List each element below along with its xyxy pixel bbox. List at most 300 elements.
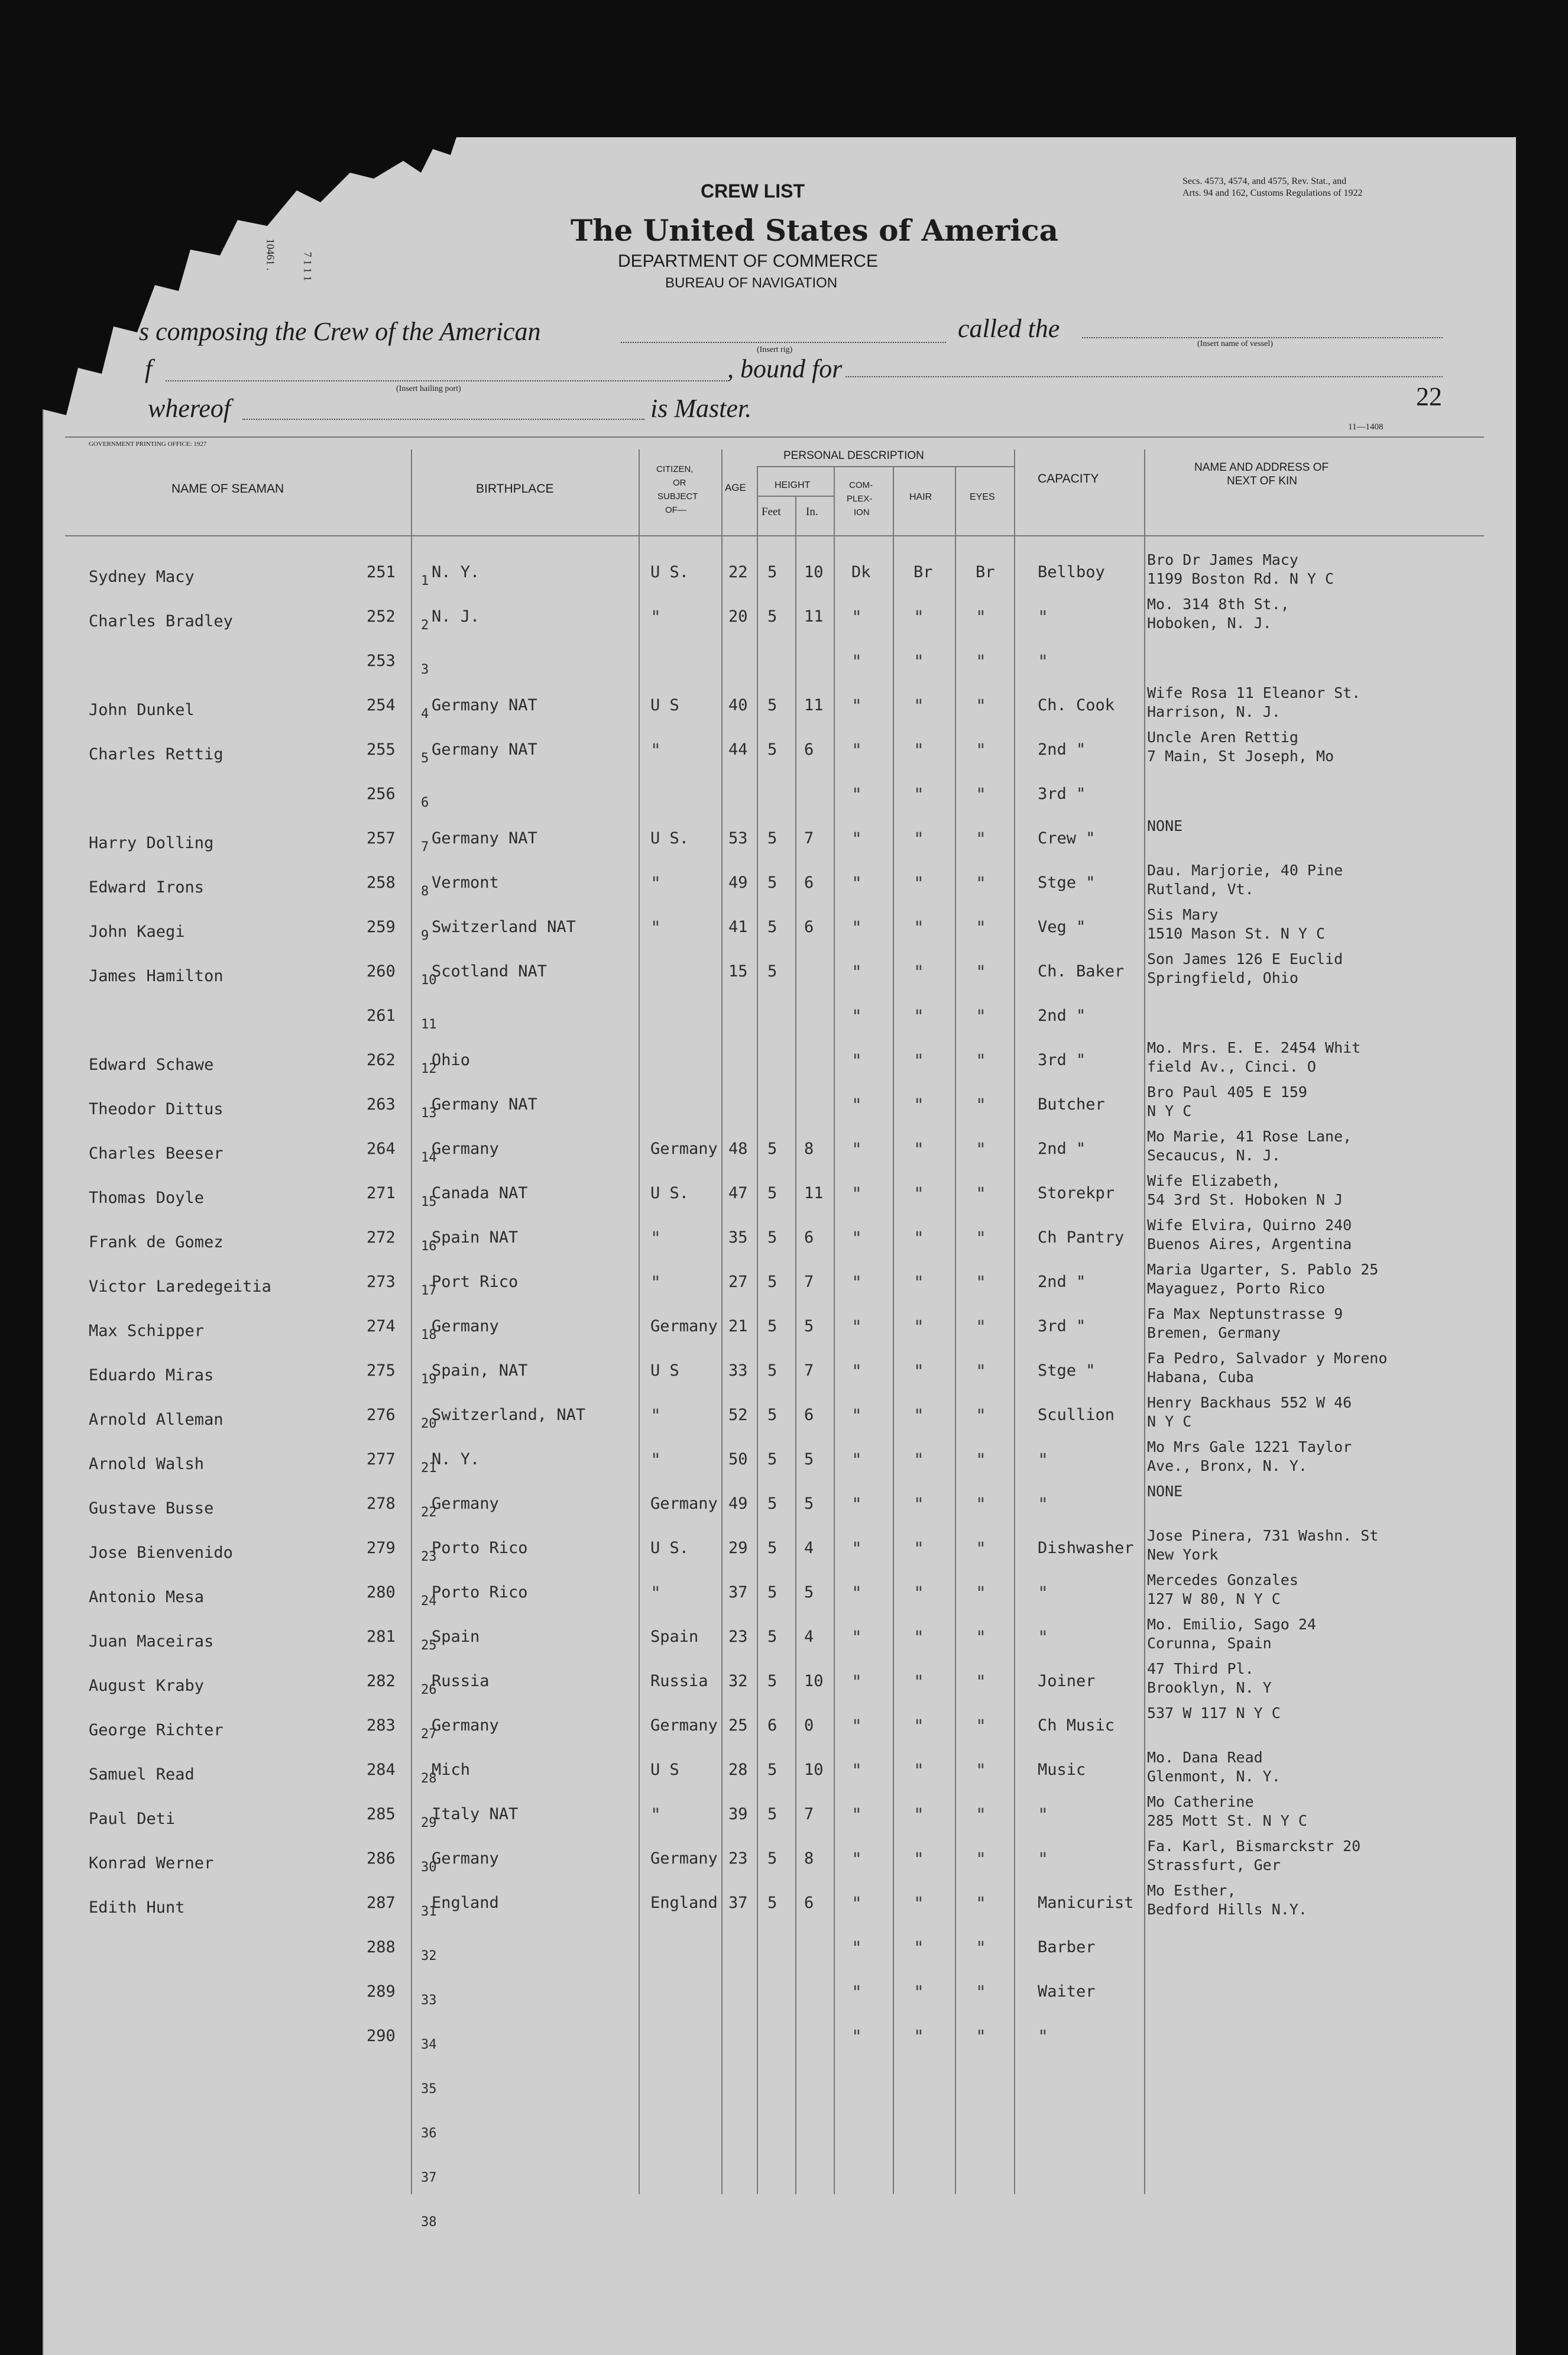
next-of-kin-line: Mo Catherine [1147, 1793, 1254, 1810]
age: 44 [728, 740, 748, 759]
hair: " [913, 1583, 925, 1604]
birthplace: Porto Rico [432, 1539, 528, 1557]
age: 23 [728, 1849, 748, 1868]
line-number: 15 [421, 1195, 437, 1209]
complexion: " [851, 1450, 863, 1471]
age: 49 [728, 1494, 748, 1513]
seaman-name: Jose Bienvenido [89, 1544, 233, 1562]
eyes: " [976, 1273, 987, 1293]
height-inches: 5 [804, 1583, 814, 1602]
eyes: Br [976, 563, 995, 581]
next-of-kin-line: Strassfurt, Ger [1147, 1856, 1281, 1874]
height-feet: 5 [767, 1494, 777, 1513]
age: 25 [728, 1716, 748, 1735]
seaman-name: George Richter [89, 1721, 223, 1739]
line-number: 19 [421, 1372, 437, 1387]
height-inches: 11 [804, 696, 824, 714]
height-inches: 5 [804, 1494, 814, 1513]
eyes: " [976, 740, 987, 761]
line-number: 20 [421, 1416, 437, 1431]
next-of-kin-line: Bedford Hills N.Y. [1147, 1901, 1307, 1918]
line-number: 27 [421, 1727, 437, 1742]
next-of-kin-line: Fa. Karl, Bismarckstr 20 [1147, 1838, 1361, 1855]
col-birthplace: BIRTHPLACE [476, 482, 554, 496]
eyes: " [976, 1761, 987, 1781]
bureau-heading: BUREAU OF NAVIGATION [665, 275, 838, 291]
next-of-kin-line: Wife Elizabeth, [1147, 1172, 1281, 1189]
height-feet: 5 [767, 1406, 777, 1424]
line-number: 17 [421, 1283, 437, 1298]
capacity: Butcher [1038, 1095, 1105, 1114]
seaman-name: Charles Bradley [89, 612, 233, 630]
capacity: 2nd " [1038, 1007, 1086, 1025]
age: 37 [728, 1583, 748, 1602]
complexion: " [851, 1228, 863, 1249]
next-of-kin-line: Mo Mrs Gale 1221 Taylor [1147, 1438, 1352, 1455]
birthplace: Russia [432, 1672, 490, 1690]
height-feet: 5 [767, 1849, 777, 1868]
capacity: Scullion [1038, 1406, 1115, 1424]
next-of-kin-line: Dau. Marjorie, 40 Pine [1147, 862, 1343, 879]
seaman-name: Frank de Gomez [89, 1233, 223, 1251]
next-of-kin-line: Uncle Aren Rettig [1147, 729, 1298, 746]
vessel-field[interactable] [1082, 337, 1443, 338]
next-of-kin-line: Corunna, Spain [1147, 1635, 1272, 1652]
birthplace: N. Y. [432, 563, 480, 581]
capacity: Stge " [1038, 874, 1096, 892]
capacity: Joiner [1038, 1672, 1096, 1690]
citizenship: U S. [650, 1184, 689, 1202]
birthplace: Vermont [432, 874, 499, 892]
crew-number: 275 [367, 1361, 396, 1380]
crew-number: 286 [367, 1849, 396, 1868]
complexion: " [851, 1095, 863, 1116]
height-inches: 6 [804, 740, 814, 759]
citizenship: " [650, 1406, 662, 1426]
next-of-kin-line: 54 3rd St. Hoboken N J [1147, 1191, 1343, 1208]
line-number: 36 [421, 2126, 437, 2141]
eyes: " [976, 1494, 987, 1515]
hair: " [913, 874, 925, 894]
hair: " [913, 1273, 925, 1293]
next-of-kin-line: Mo. Mrs. E. E. 2454 Whit [1147, 1039, 1361, 1056]
form-number: 11—1408 [1348, 422, 1384, 432]
age: 20 [728, 607, 748, 626]
line-number: 31 [421, 1904, 437, 1919]
seaman-name: Harry Dolling [89, 834, 214, 852]
hair: " [913, 1494, 925, 1515]
eyes: " [976, 1894, 987, 1914]
citizenship: U S. [650, 1539, 689, 1557]
citizenship: U S [650, 1361, 679, 1380]
next-of-kin-line: Henry Backhaus 552 W 46 [1147, 1394, 1352, 1411]
hair: " [913, 1317, 925, 1338]
age: 39 [728, 1805, 748, 1823]
height-feet: 5 [767, 962, 777, 981]
height-inches: 4 [804, 1628, 814, 1646]
hair: " [913, 1938, 925, 1959]
bound-for-label: , bound for [727, 354, 843, 383]
crew-number: 283 [367, 1716, 396, 1735]
height-feet: 5 [767, 918, 777, 936]
col-complexion-2: PLEX- [847, 494, 873, 504]
age: 35 [728, 1228, 748, 1247]
height-inches: 8 [804, 1849, 814, 1868]
hair: " [913, 2027, 925, 2047]
citizenship: Spain [650, 1628, 699, 1646]
line-number: 2 [421, 618, 429, 633]
eyes: " [976, 1051, 987, 1072]
torn-corner [43, 137, 456, 445]
age: 23 [728, 1628, 748, 1646]
hair: " [913, 607, 925, 628]
complexion: " [851, 1938, 863, 1959]
height-feet: 5 [767, 563, 777, 581]
line-number: 33 [421, 1993, 437, 2008]
hair: " [913, 962, 925, 983]
next-of-kin-line: Mo. Dana Read [1147, 1749, 1263, 1766]
hair: " [913, 1628, 925, 1648]
line-number: 4 [421, 707, 429, 722]
line-number: 23 [421, 1549, 437, 1564]
height-inches: 11 [804, 1184, 824, 1202]
next-of-kin-line: Bro Dr James Macy [1147, 551, 1298, 568]
hair: " [913, 1184, 925, 1205]
next-of-kin-line: Mo Esther, [1147, 1882, 1236, 1899]
crew-number: 257 [367, 829, 396, 847]
capacity: " [1038, 1805, 1049, 1826]
next-of-kin-line: Mo Marie, 41 Rose Lane, [1147, 1128, 1352, 1145]
capacity: Veg " [1038, 918, 1086, 936]
crew-number: 281 [367, 1628, 396, 1646]
line-number: 5 [421, 751, 429, 766]
height-feet: 5 [767, 1761, 777, 1779]
complexion: " [851, 1007, 863, 1027]
rule-7 [893, 467, 894, 2194]
birthplace: N. Y. [432, 1450, 480, 1468]
hair: " [913, 1228, 925, 1249]
line-number: 25 [421, 1638, 437, 1653]
citizenship: Russia [650, 1672, 708, 1690]
height-feet: 5 [767, 696, 777, 714]
eyes: " [976, 1716, 987, 1737]
capacity: " [1038, 1450, 1049, 1471]
crew-line-label: s composing the Crew of the American [139, 317, 541, 346]
of-label: f [145, 354, 153, 383]
age: 40 [728, 696, 748, 714]
height-rule [757, 496, 834, 497]
hailing-port-field[interactable] [166, 380, 727, 381]
age: 47 [728, 1184, 748, 1202]
height-feet: 5 [767, 1228, 777, 1247]
line-number: 29 [421, 1816, 437, 1830]
complexion: " [851, 1982, 863, 2003]
rule-2 [639, 449, 640, 2194]
crew-number: 280 [367, 1583, 396, 1602]
citizenship: Germany [650, 1494, 718, 1513]
master-field[interactable] [242, 419, 644, 420]
line-number: 38 [421, 2215, 437, 2230]
rule-3 [721, 449, 723, 2194]
line-number: 30 [421, 1860, 437, 1875]
age: 53 [728, 829, 748, 847]
line-number: 34 [421, 2037, 437, 2052]
hair: " [913, 740, 925, 761]
height-inches: 7 [804, 1361, 814, 1380]
birthplace: Germany NAT [432, 740, 537, 759]
line-number: 21 [421, 1461, 437, 1476]
birthplace: Italy NAT [432, 1805, 519, 1823]
line-number: 28 [421, 1771, 437, 1786]
is-master-label: is Master. [650, 394, 752, 423]
capacity: Stge " [1038, 1361, 1096, 1380]
crew-number: 264 [367, 1140, 396, 1158]
col-age: AGE [725, 482, 746, 493]
height-feet: 6 [767, 1716, 777, 1735]
height-inches: 7 [804, 1805, 814, 1823]
age: 22 [728, 563, 748, 581]
hair: " [913, 829, 925, 850]
citizenship: " [650, 1450, 662, 1471]
complexion: " [851, 1539, 863, 1560]
eyes: " [976, 1406, 987, 1426]
hair: " [913, 1539, 925, 1560]
birthplace: Germany [432, 1317, 499, 1335]
height-inches: 10 [804, 563, 824, 581]
page-number: 22 [1416, 382, 1442, 411]
citizenship: " [650, 918, 662, 939]
complexion: " [851, 1273, 863, 1293]
height-feet: 5 [767, 1140, 777, 1158]
crew-number: 277 [367, 1450, 396, 1468]
hair: " [913, 1849, 925, 1870]
whereof-label: whereof [148, 394, 231, 423]
height-feet: 5 [767, 607, 777, 626]
line-number: 32 [421, 1949, 437, 1963]
next-of-kin-line: Maria Ugarter, S. Pablo 25 [1147, 1261, 1379, 1278]
height-inches: 11 [804, 607, 824, 626]
table-top-rule [65, 436, 1484, 438]
next-of-kin-line: Bro Paul 405 E 159 [1147, 1083, 1307, 1101]
complexion: " [851, 1805, 863, 1826]
hair: " [913, 785, 925, 806]
next-of-kin-line: Buenos Aires, Argentina [1147, 1235, 1352, 1253]
capacity: Waiter [1038, 1982, 1096, 2001]
height-feet: 5 [767, 1184, 777, 1202]
capacity: Music [1038, 1761, 1086, 1779]
next-of-kin-line: Brooklyn, N. Y [1147, 1679, 1272, 1696]
crew-number: 271 [367, 1184, 396, 1202]
col-kin-1: NAME AND ADDRESS OF [1194, 461, 1329, 474]
eyes: " [976, 785, 987, 806]
next-of-kin-line: 285 Mott St. N Y C [1147, 1812, 1307, 1829]
line-number: 6 [421, 795, 429, 810]
seaman-name: Juan Maceiras [89, 1632, 214, 1651]
eyes: " [976, 2027, 987, 2047]
line-number: 10 [421, 973, 437, 988]
eyes: " [976, 696, 987, 717]
crew-number: 282 [367, 1672, 396, 1690]
citizenship: Germany [650, 1716, 718, 1735]
line-number: 7 [421, 840, 429, 855]
complexion: " [851, 740, 863, 761]
height-feet: 5 [767, 1628, 777, 1646]
birthplace: Porto Rico [432, 1583, 528, 1602]
seaman-name: Antonio Mesa [89, 1588, 205, 1606]
height-inches: 5 [804, 1450, 814, 1468]
height-inches: 0 [804, 1716, 814, 1735]
rule-10 [1144, 449, 1145, 2194]
seaman-name: Theodor Dittus [89, 1100, 223, 1118]
seaman-name: John Kaegi [89, 923, 185, 941]
complexion: " [851, 829, 863, 850]
height-inches: 10 [804, 1761, 824, 1779]
age: 50 [728, 1450, 748, 1468]
seaman-name: Charles Rettig [89, 745, 223, 764]
height-inches: 6 [804, 1406, 814, 1424]
line-number: 8 [421, 884, 429, 899]
capacity: Ch. Cook [1038, 696, 1115, 714]
age: 33 [728, 1361, 748, 1380]
seaman-name: Edward Schawe [89, 1056, 214, 1074]
next-of-kin-line: Harrison, N. J. [1147, 703, 1281, 720]
crew-number: 252 [367, 607, 396, 626]
seaman-name: Victor Laredegeitia [89, 1277, 271, 1296]
birthplace: Scotland NAT [432, 962, 547, 981]
next-of-kin-line: Sis Mary [1147, 906, 1219, 923]
crew-number: 285 [367, 1805, 396, 1823]
statute-note-2: Arts. 94 and 162, Customs Regulations of 1922 [1183, 188, 1363, 198]
birthplace: Germany [432, 1716, 499, 1735]
capacity: Dishwasher [1038, 1539, 1134, 1557]
complexion: " [851, 1494, 863, 1515]
next-of-kin-line: Bremen, Germany [1147, 1324, 1281, 1341]
next-of-kin-line: Secaucus, N. J. [1147, 1147, 1281, 1164]
capacity: Ch Pantry [1038, 1228, 1125, 1247]
capacity: 3rd " [1038, 1317, 1086, 1335]
next-of-kin-line: Mayaguez, Porto Rico [1147, 1280, 1326, 1297]
next-of-kin-line: NONE [1147, 817, 1183, 834]
capacity: " [1038, 652, 1049, 672]
hair: " [913, 1716, 925, 1737]
birthplace: Switzerland, NAT [432, 1406, 586, 1424]
eyes: " [976, 1450, 987, 1471]
crew-number: 261 [367, 1007, 396, 1025]
eyes: " [976, 607, 987, 628]
capacity: Ch. Baker [1038, 962, 1125, 981]
capacity: " [1038, 1583, 1049, 1604]
height-feet: 5 [767, 1273, 777, 1291]
col-citizen-3: SUBJECT [657, 491, 698, 502]
next-of-kin-line: Hoboken, N. J. [1147, 614, 1272, 632]
age: 27 [728, 1273, 748, 1291]
birthplace: Spain, NAT [432, 1361, 528, 1380]
birthplace: Germany NAT [432, 696, 537, 714]
age: 49 [728, 874, 748, 892]
hair: " [913, 1007, 925, 1027]
side-stamp: 10461 . [264, 238, 277, 271]
col-inches: In. [806, 506, 818, 518]
birthplace: N. J. [432, 607, 480, 626]
height-feet: 5 [767, 1805, 777, 1823]
personal-desc-rule [757, 466, 1014, 467]
destination-field[interactable] [845, 376, 1443, 377]
next-of-kin-line: Wife Elvira, Quirno 240 [1147, 1217, 1352, 1234]
rule-5 [795, 497, 796, 2194]
capacity: 2nd " [1038, 1273, 1086, 1291]
crew-number: 278 [367, 1494, 396, 1513]
next-of-kin-line: Jose Pinera, 731 Washn. St [1147, 1527, 1379, 1544]
col-height: HEIGHT [775, 480, 811, 490]
crew-number: 284 [367, 1761, 396, 1779]
hair: Br [913, 563, 933, 581]
crew-number: 276 [367, 1406, 396, 1424]
height-feet: 5 [767, 1450, 777, 1468]
citizenship: " [650, 1273, 662, 1293]
rig-hint: (Insert rig) [757, 345, 793, 354]
rule-1 [411, 449, 412, 2194]
rig-field[interactable] [621, 342, 946, 343]
col-citizen-2: OR [673, 478, 686, 488]
col-eyes: EYES [970, 492, 995, 502]
eyes: " [976, 1938, 987, 1959]
complexion: " [851, 1406, 863, 1426]
eyes: " [976, 1982, 987, 2003]
complexion: " [851, 1894, 863, 1914]
col-kin-2: NEXT OF KIN [1227, 475, 1297, 487]
hair: " [913, 1450, 925, 1471]
capacity: 2nd " [1038, 740, 1086, 759]
seaman-name: Thomas Doyle [89, 1189, 205, 1207]
crew-number: 254 [367, 696, 396, 714]
capacity: 2nd " [1038, 1140, 1086, 1158]
line-number: 37 [421, 2170, 437, 2185]
citizenship: England [650, 1894, 718, 1912]
eyes: " [976, 1672, 987, 1693]
line-number: 26 [421, 1683, 437, 1697]
line-number: 18 [421, 1328, 437, 1343]
eyes: " [976, 1361, 987, 1382]
next-of-kin-line: N Y C [1147, 1413, 1192, 1430]
height-inches: 6 [804, 1228, 814, 1247]
age: 21 [728, 1317, 748, 1335]
crew-number: 260 [367, 962, 396, 981]
complexion: " [851, 1051, 863, 1072]
eyes: " [976, 1095, 987, 1116]
height-feet: 5 [767, 1894, 777, 1912]
complexion: Dk [851, 563, 871, 581]
complexion: " [851, 1361, 863, 1382]
eyes: " [976, 1583, 987, 1604]
seaman-name: Samuel Read [89, 1765, 195, 1784]
capacity: Barber [1038, 1938, 1096, 1956]
age: 28 [728, 1761, 748, 1779]
line-number: 3 [421, 662, 429, 677]
seaman-name: Gustave Busse [89, 1499, 214, 1518]
capacity: " [1038, 1628, 1049, 1648]
crew-number: 262 [367, 1051, 396, 1069]
eyes: " [976, 1539, 987, 1560]
department-heading: DEPARTMENT OF COMMERCE [618, 251, 879, 271]
called-the-label: called the [958, 314, 1060, 343]
capacity: " [1038, 1494, 1049, 1515]
col-hair: HAIR [909, 492, 932, 502]
crew-number: 287 [367, 1894, 396, 1912]
seaman-name: August Kraby [89, 1677, 205, 1695]
height-feet: 5 [767, 874, 777, 892]
line-number: 9 [421, 929, 429, 943]
height-feet: 5 [767, 829, 777, 847]
